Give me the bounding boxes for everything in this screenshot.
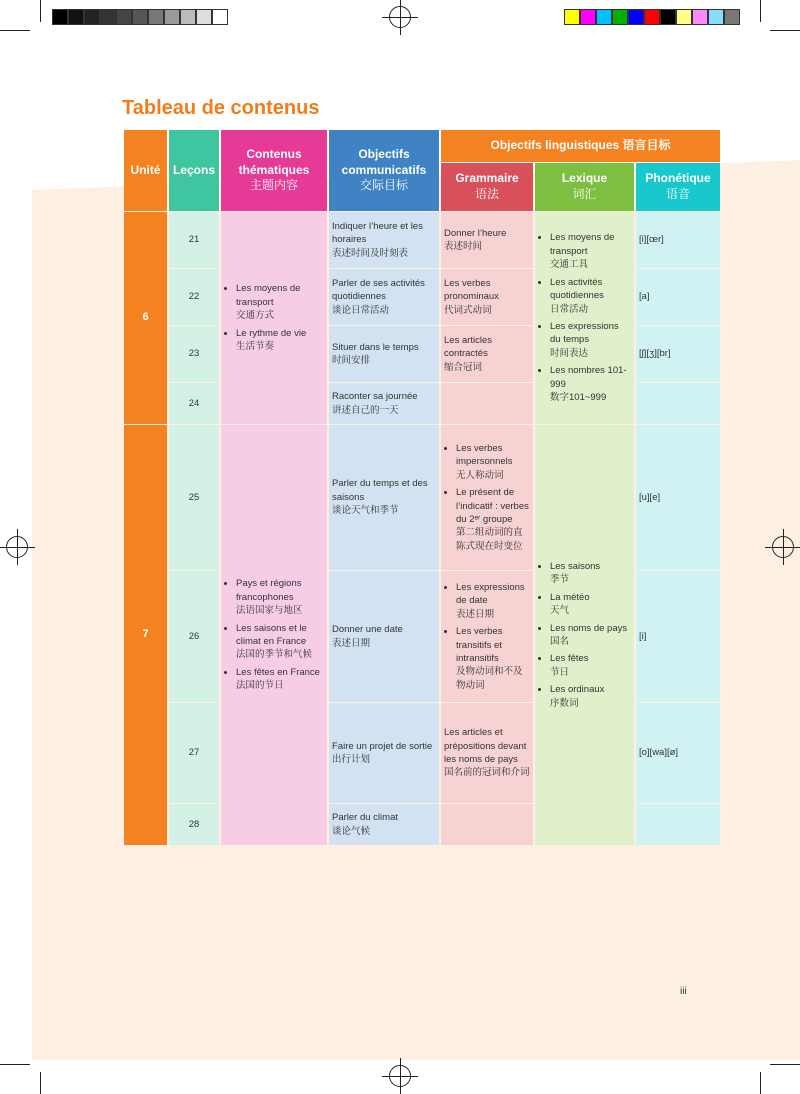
contenu-fr: • Les moyens de transport: [236, 283, 301, 308]
crop-mark: [770, 1064, 800, 1065]
communicative-objective: [329, 326, 439, 382]
objective-zh: 表述时间及时刻表: [332, 247, 409, 259]
lesson-number: 22: [169, 269, 219, 325]
list-item: [236, 577, 324, 617]
list-item: [456, 581, 530, 621]
grammar-cell: [441, 425, 533, 570]
registration-mark-right: [772, 536, 794, 558]
crop-mark: [40, 1072, 41, 1094]
crop-mark: [0, 1064, 30, 1065]
list-item: [550, 276, 631, 316]
lexique-zh: 季节: [550, 574, 570, 586]
lexique-zh: 数字101~999: [550, 392, 607, 404]
header-phonetique: [636, 163, 720, 211]
header-phon-fr: Phonétique: [645, 171, 711, 186]
objective-fr: Faire un projet de sortie: [332, 740, 433, 752]
objective-zh: 谈论气候: [332, 825, 371, 837]
objective-zh: 时间安排: [332, 355, 371, 366]
contenu-zh: 法语国家与地区: [236, 605, 303, 617]
grammar-zh: 缩合冠词: [444, 361, 483, 373]
cmyk-color-bar: [564, 9, 740, 25]
header-lexique: [535, 163, 634, 211]
grammar-cell: [441, 571, 533, 702]
contenu-zh: 交通方式: [236, 310, 275, 322]
contenu-fr: • Pays et régions francophones: [236, 578, 302, 603]
table-row: [124, 212, 720, 268]
objective-zh: 出行计划: [332, 754, 371, 765]
objective-zh: 讲述自己的一天: [332, 404, 399, 416]
objective-zh: 谈论日常活动: [332, 304, 390, 316]
grammar-cell: [441, 804, 533, 845]
lesson-number: 28: [169, 804, 219, 845]
grayscale-color-bar: [52, 9, 228, 25]
phonetics-cell: [u][e]: [636, 425, 720, 570]
lexique-fr: • Les fêtes: [550, 653, 589, 665]
objective-fr: Parler de ses activités quotidiennes: [332, 277, 425, 303]
list-item: [550, 231, 631, 271]
header-objcom-fr: Objectifs communicatifs: [341, 147, 427, 177]
grammar-cell: [441, 383, 533, 424]
phonetics-cell: [a]: [636, 269, 720, 325]
lexique-fr: • Les noms de pays: [550, 622, 628, 634]
communicative-objective: [329, 804, 439, 845]
list-item: [550, 622, 631, 649]
header-objectifs-linguistiques: Objectifs linguistiques 语言目标: [441, 130, 720, 162]
grammar-zh: 第二组动词的直陈式现在时变位: [456, 527, 523, 552]
lexique-fr: • Les nombres 101-999: [550, 365, 627, 390]
grammar-zh: 表述日期: [456, 608, 495, 620]
contenu-zh: 生活节奏: [236, 341, 275, 353]
communicative-objective: [329, 269, 439, 325]
objective-fr: Situer dans le temps: [332, 341, 419, 353]
registration-mark-bottom: [389, 1065, 411, 1087]
crop-mark: [0, 30, 30, 31]
objective-zh: 表述日期: [332, 637, 371, 649]
objective-fr: Donner une date: [332, 624, 403, 636]
contenu-fr: • Les fêtes en France: [236, 666, 320, 678]
list-item: [550, 560, 631, 587]
lexique-fr: • Les expressions du temps: [550, 321, 619, 346]
grammar-cell: [441, 269, 533, 325]
lexique-zh: 日常活动: [550, 303, 589, 315]
lexique-zh: 节日: [550, 666, 570, 678]
list-item: [456, 625, 530, 692]
crop-mark: [40, 0, 41, 22]
grammar-zh: 无人称动词: [456, 469, 504, 481]
objective-fr: Indiquer l’heure et les horaires: [332, 220, 423, 246]
grammar-cell: [441, 212, 533, 268]
header-lecons: Leçons: [169, 130, 219, 211]
crop-mark: [770, 30, 800, 31]
grammar-cell: [441, 326, 533, 382]
lesson-number: 24: [169, 383, 219, 424]
lesson-number: 21: [169, 212, 219, 268]
unit-number: 6: [124, 212, 167, 424]
unit-number: 7: [124, 425, 167, 845]
lexique-fr: • Les moyens de transport: [550, 232, 615, 257]
grammar-zh: 国名前的冠词和介词: [444, 767, 530, 779]
lexique-fr: • Les activités quotidiennes: [550, 276, 604, 302]
lexique-zh: 天气: [550, 605, 570, 617]
contenu-fr: • Les saisons et le climat en France: [236, 622, 307, 647]
contenu-zh: 法国的节日: [236, 680, 284, 692]
list-item: [236, 327, 324, 354]
lesson-number: 23: [169, 326, 219, 382]
page-number: iii: [680, 986, 687, 997]
list-item: [456, 442, 530, 482]
communicative-objective: [329, 571, 439, 702]
grammar-fr: Les articles et prépositions devant les noms de pays: [444, 727, 527, 765]
grammar-zh: 代词式动词: [444, 304, 492, 316]
contenu-zh: 法国的季节和气候: [236, 649, 313, 661]
header-contenus: [221, 130, 327, 211]
header-contenus-zh: 主题内容: [249, 178, 298, 193]
crop-mark: [760, 0, 761, 22]
lexique-zh: 序数词: [550, 697, 579, 709]
header-lex-zh: 词汇: [572, 187, 597, 201]
lexique-cell: [535, 212, 634, 424]
grammar-cell: [441, 703, 533, 803]
grammar-fr: Les verbes pronominaux: [444, 277, 499, 303]
header-objectifs-communicatifs: [329, 130, 439, 211]
registration-mark-top: [389, 6, 411, 28]
header-gram-fr: Grammaire: [455, 171, 519, 186]
lexique-cell: [535, 425, 634, 845]
communicative-objective: [329, 383, 439, 424]
communicative-objective: [329, 425, 439, 570]
thematic-contents: [221, 212, 327, 424]
lexique-zh: 国名: [550, 636, 570, 647]
header-contenus-fr: Contenus thématiques: [238, 147, 310, 177]
list-item: [236, 666, 324, 693]
lexique-fr: • La météo: [550, 591, 590, 603]
lexique-zh: 时间表达: [550, 347, 589, 359]
grammar-fr: Les articles contractés: [444, 334, 493, 360]
header-unite: Unité: [124, 130, 167, 211]
contents-table: [122, 129, 722, 846]
phonetics-cell: [636, 804, 720, 845]
list-item: [550, 652, 631, 679]
grammar-fr: Donner l’heure: [444, 227, 507, 239]
list-item: [236, 282, 324, 322]
lexique-zh: 交通工具: [550, 259, 589, 271]
list-item: [550, 320, 631, 360]
header-lex-fr: Lexique: [561, 171, 608, 186]
phonetics-cell: [i][œr]: [636, 212, 720, 268]
grammar-fr: • Les verbes transitifs et intransitifs: [456, 626, 503, 664]
crop-mark: [760, 1072, 761, 1094]
list-item: [550, 591, 631, 618]
lexique-fr: • Les ordinaux: [550, 684, 605, 696]
header-objcom-zh: 交际目标: [359, 178, 408, 193]
contenu-fr: • Le rythme de vie: [236, 327, 307, 339]
objective-fr: Raconter sa journée: [332, 391, 418, 403]
phonetics-cell: [636, 383, 720, 424]
list-item: [550, 683, 631, 710]
list-item: [456, 486, 530, 553]
communicative-objective: [329, 703, 439, 803]
lesson-number: 25: [169, 425, 219, 570]
phonetics-cell: [ʃ][ʒ][br]: [636, 326, 720, 382]
registration-mark-left: [6, 536, 28, 558]
lesson-number: 27: [169, 703, 219, 803]
grammar-zh: 表述时间: [444, 241, 483, 252]
header-gram-zh: 语法: [474, 187, 499, 201]
lexique-fr: • Les saisons: [550, 560, 601, 572]
communicative-objective: [329, 212, 439, 268]
objective-zh: 谈论天气和季节: [332, 505, 399, 517]
phonetics-cell: [o][wa][ø]: [636, 703, 720, 803]
grammar-fr: • Les verbes impersonnels: [456, 442, 513, 468]
page-title: Tableau de contenus: [122, 97, 320, 119]
objective-fr: Parler du climat: [332, 812, 398, 824]
list-item: [550, 364, 631, 404]
table-row: [124, 425, 720, 570]
grammar-fr: • Le présent de l’indicatif : verbes du 2ᵉʳ groupe: [456, 487, 529, 525]
objective-fr: Parler du temps et des saisons: [332, 478, 428, 503]
list-item: [236, 622, 324, 662]
lesson-number: 26: [169, 571, 219, 702]
phonetics-cell: [i]: [636, 571, 720, 702]
thematic-contents: [221, 425, 327, 845]
header-phon-zh: 语音: [666, 187, 691, 201]
header-grammaire: [441, 163, 533, 211]
grammar-fr: • Les expressions de date: [456, 581, 525, 607]
grammar-zh: 及物动词和不及物动词: [456, 666, 523, 691]
